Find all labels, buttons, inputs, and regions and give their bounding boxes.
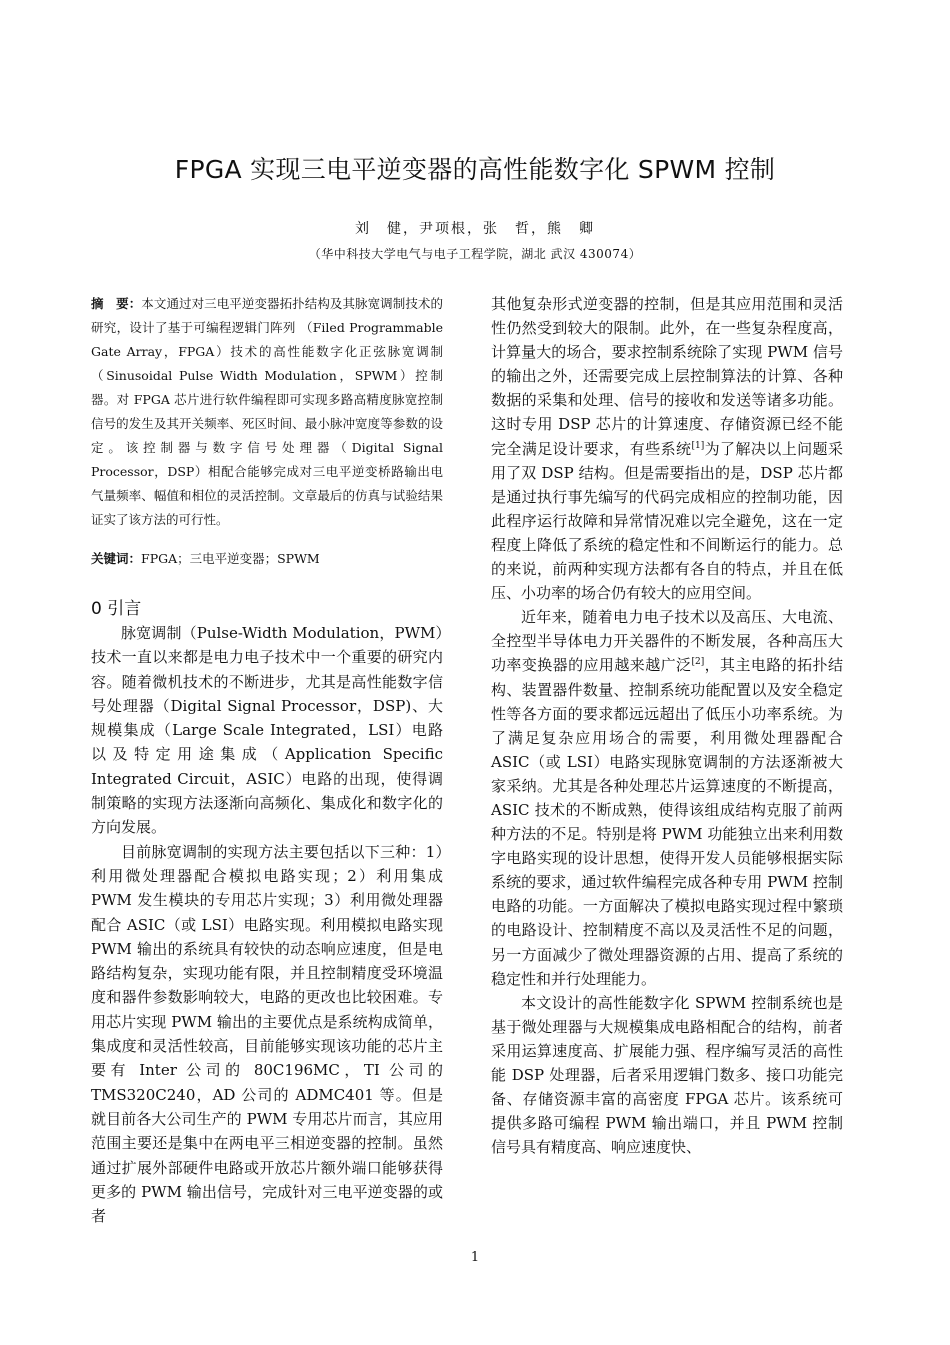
paragraph-text: 近年来，随着电力电子技术以及高压、大电流、全控型半导体电力开关器件的不断发展，各种高压大功率变换器的应用越来越广泛 bbox=[491, 608, 843, 675]
right-column bbox=[491, 292, 843, 1159]
paragraph-text: 其他复杂形式逆变器的控制，但是其应用范围和灵活性仍然受到较大的限制。此外，在一些复杂程度高，计算量大的场合，要求控制系统除了实现 PWM 信号的输出之外，还需要完成上层控制算法的计算、各种数据的采集和处理、信号的接收和发送等诸多功能。这时专用 DSP 芯片的计算速度、存储资源已经不能完全满足设计要求，有些系统 bbox=[491, 295, 843, 458]
section-heading-introduction: 0 引言 bbox=[91, 599, 142, 619]
intro-paragraph-2: 目前脉宽调制的实现方法主要包括以下三种：1）利用微处理器配合模拟电路实现；2）利用集成 PWM 发生模块的专用芯片实现；3）利用微处理器配合 ASIC（或 LSI）电路实现。利用模拟电路实现 PWM 输出的系统具有较快的动态响应速度，但是电路结构复杂，实现功能有限，并且控制精度受环境温度和器件参数影响较大，电路的更改也比较困难。专用芯片实现 PWM 输出的主要优点是系统构成简单，集成度和灵活性较高，目前能够实现该功能的芯片主要有 Inter 公司的 80C196MC，TI 公司的 TMS320C240，AD 公司的 ADMC401 等。但是就目前各大公司生产的 PWM 专用芯片而言，其应用范围主要还是集中在两电平三相逆变器的控制。虽然通过扩展外部硬件电路或开放芯片额外端口能够获得更多的 PWM 输出信号，完成针对三电平逆变器的或者 bbox=[91, 842, 443, 1226]
abstract-text: 本文通过对三电平逆变器拓扑结构及其脉宽调制技术的研究，设计了基于可编程逻辑门阵列 （Filed Programmable Gate Array，FPGA）技术的高性能数字化正弦脉宽调制（Sinusoidal Pulse Width Modulation，SPWM）控制器。对 FPGA 芯片进行软件编程即可实现多路高精度脉宽控制信号的发生及其开关频率、死区时间、最小脉冲宽度等参数的设定。该控制器与数字信号处理器（Digital Signal Processor，DSP）相配合能够完成对三电平逆变桥路输出电气量频率、幅值和相位的灵活控制。文章最后的仿真与试验结果证实了该方法的可行性。 bbox=[91, 296, 443, 527]
keywords bbox=[91, 547, 443, 571]
abstract-label: 摘 要： bbox=[91, 296, 142, 311]
citation-ref-2[interactable]: [2] bbox=[691, 657, 705, 668]
page-number: 1 bbox=[470, 1250, 480, 1265]
body-paragraph-development bbox=[491, 605, 843, 991]
affiliation: （华中科技大学电气与电子工程学院，湖北 武汉 430074） bbox=[308, 247, 642, 261]
left-column bbox=[91, 292, 443, 1228]
keywords-text: FPGA；三电平逆变器；SPWM bbox=[141, 551, 320, 566]
paper-title: FPGA 实现三电平逆变器的高性能数字化 SPWM 控制 bbox=[174, 155, 776, 184]
intro-paragraph-1: 脉宽调制（Pulse-Width Modulation，PWM）技术一直以来都是电力电子技术中一个重要的研究内容。随着微机技术的不断进步，尤其是高性能数字信号处理器（Digital Signal Processor，DSP)、大规模集成（Large Scale Integrated，LSI）电路以及特定用途集成（Application Specific Integrated Circuit，ASIC）电路的出现，使得调制策略的实现方法逐渐向高频化、集成化和数字化的方向发展。 bbox=[91, 624, 443, 837]
citation-ref-1[interactable]: [1] bbox=[691, 440, 705, 451]
paragraph-text: 为了解决以上问题采用了双 DSP 结构。但是需要指出的是，DSP 芯片都是通过执行事先编写的代码完成相应的控制功能，因此程序运行故障和异常情况难以完全避免，这在一定程度上降低了系统的稳定性和不间断运行的能力。总的来说，前两种实现方法都有各自的特点，并且在低压、小功率的场合仍有较大的应用空间。 bbox=[491, 439, 843, 603]
author-list: 刘 健，尹项根，张 哲，熊 卿 bbox=[355, 221, 595, 237]
abstract bbox=[91, 292, 443, 532]
body-paragraph-continued bbox=[491, 292, 843, 605]
keywords-label: 关键词： bbox=[91, 551, 142, 566]
body-paragraph-design: 本文设计的高性能数字化 SPWM 控制系统也是基于微处理器与大规模集成电路相配合的结构，前者采用运算速度高、扩展能力强、程序编写灵活的高性能 DSP 处理器，后者采用逻辑门数多、接口功能完备、存储资源丰富的高密度 FPGA 芯片。该系统可提供多路可编程 PWM 输出端口，并且 PWM 控制信号具有精度高、响应速度快、 bbox=[491, 993, 843, 1157]
paragraph-text: ，其主电路的拓扑结构、装置器件数量、控制系统功能配置以及安全稳定性等各方面的要求都远远超出了低压小功率系统。为了满足复杂应用场合的需要，利用微处理器配合 ASIC（或 LSI）电路实现脉宽调制的方法逐渐被大家采纳。尤其是各种处理芯片运算速度的不断提高，ASIC 技术的不断成熟，使得该组成结构克服了前两种方法的不足。特别是将 PWM 功能独立出来利用数字电路实现的设计思想，使得开发人员能够根据实际系统的要求，通过软件编程完成各种专用 PWM 控制电路的功能。一方面解决了模拟电路实现过程中繁琐的电路设计、控制精度不高以及灵活性不足的问题，另一方面减少了微处理器资源的占用、提高了系统的稳定性和并行处理能力。 bbox=[491, 656, 843, 988]
